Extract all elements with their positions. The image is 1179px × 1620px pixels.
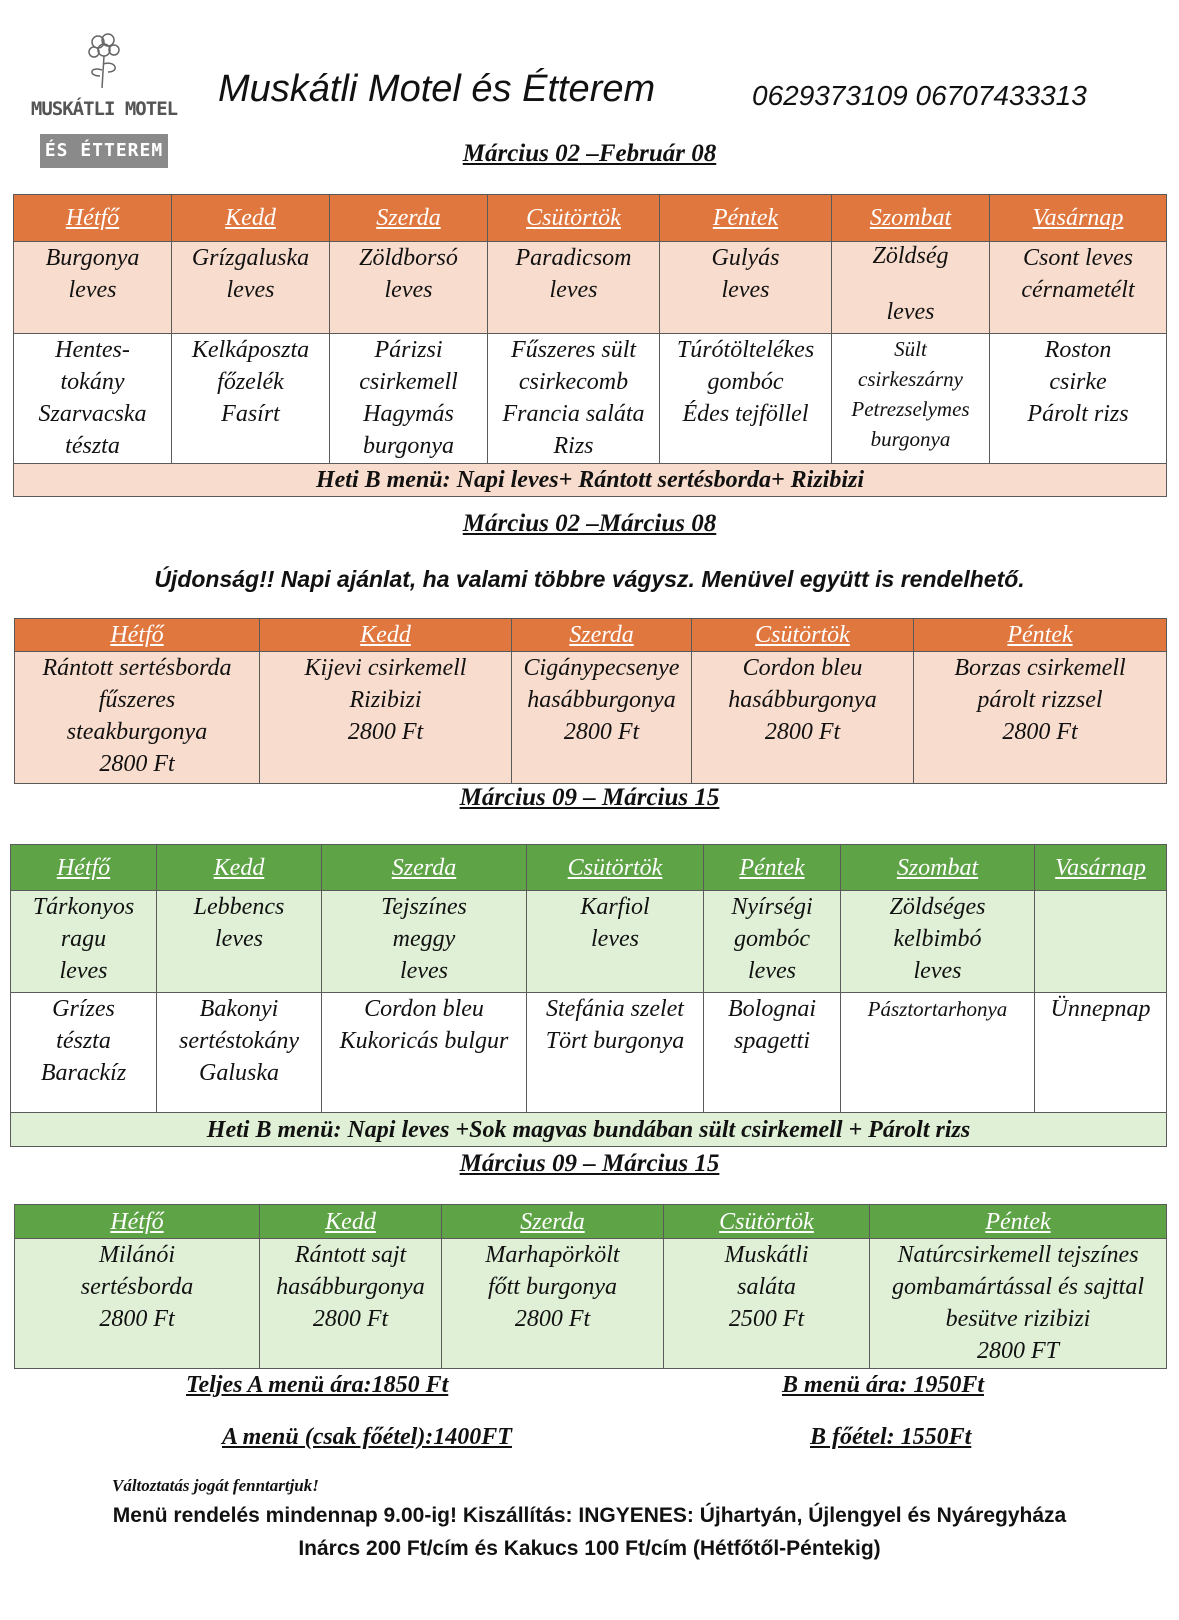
day-header: Szerda xyxy=(442,1205,664,1239)
day-header: Kedd xyxy=(260,1205,442,1239)
specials1-date-range: Március 02 –Március 08 xyxy=(462,510,717,537)
soup-cell: Zöldborsó leves xyxy=(330,242,488,334)
special-cell: Rántott sertésborda fűszeres steakburgonya 2800 Ft xyxy=(15,652,260,784)
a-menu-main-price: A menü (csak főétel):1400FT xyxy=(222,1424,512,1450)
day-header: Kedd xyxy=(157,845,322,891)
logo-text-line1: MUSKÁTLI MOTEL xyxy=(30,98,178,120)
week2-b-menu-row xyxy=(11,1113,1167,1147)
main-cell: Ünnepnap xyxy=(1035,993,1167,1113)
week2-soup-row xyxy=(11,891,1167,993)
day-header: Csütörtök xyxy=(692,619,914,652)
day-header: Csütörtök xyxy=(664,1205,870,1239)
a-menu-full-price: Teljes A menü ára:1850 Ft xyxy=(186,1372,449,1398)
day-header: Vasárnap xyxy=(1035,845,1167,891)
main-cell: Grízes tészta Barackíz xyxy=(11,993,157,1113)
special-cell: Kijevi csirkemell Rizibizi 2800 Ft xyxy=(260,652,512,784)
week2-main-row xyxy=(11,993,1167,1113)
main-cell: Roston csirke Párolt rizs xyxy=(990,334,1167,464)
logo-text-line2: ÉS ÉTTEREM xyxy=(40,134,168,168)
day-header: Hétfő xyxy=(15,619,260,652)
main-cell: Hentes- tokány Szarvacska tészta xyxy=(14,334,172,464)
delivery-info-line1: Menü rendelés mindennap 9.00-ig! Kiszállítás: INGYENES: Újhartyán, Újlengyel és Nyáregyháza xyxy=(112,1504,1067,1527)
main-cell: Sült csirkeszárny Petrezselymes burgonya xyxy=(832,334,990,464)
main-cell: Párizsi csirkemell Hagymás burgonya xyxy=(330,334,488,464)
main-cell: Kelkáposzta főzelék Fasírt xyxy=(172,334,330,464)
main-cell: Cordon bleu Kukoricás bulgur xyxy=(322,993,527,1113)
day-header: Péntek xyxy=(914,619,1167,652)
day-header: Hétfő xyxy=(14,195,172,242)
delivery-info-line2: Inárcs 200 Ft/cím és Kakucs 100 Ft/cím (Hétfőtől-Péntekig) xyxy=(298,1537,881,1560)
b-menu-text: Heti B menü: Napi leves +Sok magvas bundában sült csirkemell + Párolt rizs xyxy=(11,1113,1167,1147)
soup-cell: Paradicsom leves xyxy=(488,242,660,334)
disclaimer: Változtatás jogát fenntartjuk! xyxy=(112,1476,319,1495)
soup-cell: Lebbencs leves xyxy=(157,891,322,993)
day-header: Kedd xyxy=(172,195,330,242)
week2-menu-table xyxy=(10,844,1167,1147)
soup-cell: Burgonya leves xyxy=(14,242,172,334)
special-cell: Natúrcsirkemell tejszínes gombamártással és sajttal besütve rizibizi 2800 FT xyxy=(870,1239,1167,1369)
week1-main-row xyxy=(14,334,1167,464)
week1-soup-row xyxy=(14,242,1167,334)
announcement: Újdonság!! Napi ajánlat, ha valami többre vágysz. Menüvel együtt is rendelhető. xyxy=(154,566,1025,592)
soup-cell: Zöldséges kelbimbó leves xyxy=(841,891,1035,993)
day-header: Péntek xyxy=(660,195,832,242)
specials1-header-row xyxy=(15,619,1167,652)
main-cell: Túrótöltelékes gombóc Édes tejföllel xyxy=(660,334,832,464)
special-cell: Cordon bleu hasábburgonya 2800 Ft xyxy=(692,652,914,784)
special-cell: Marhapörkölt főtt burgonya 2800 Ft xyxy=(442,1239,664,1369)
specials1-item-row xyxy=(15,652,1167,784)
soup-cell: Karfiol leves xyxy=(527,891,704,993)
week2-date-range: Március 09 – Március 15 xyxy=(459,784,720,811)
main-cell: Bolognai spagetti xyxy=(704,993,841,1113)
day-header: Kedd xyxy=(260,619,512,652)
specials2-header-row xyxy=(15,1205,1167,1239)
special-cell: Muskátli saláta 2500 Ft xyxy=(664,1239,870,1369)
soup-cell: Tejszínes meggy leves xyxy=(322,891,527,993)
day-header: Szombat xyxy=(832,195,990,242)
specials2-table xyxy=(14,1204,1167,1369)
week1-header-row xyxy=(14,195,1167,242)
flower-icon xyxy=(80,30,130,90)
special-cell: Rántott sajt hasábburgonya 2800 Ft xyxy=(260,1239,442,1369)
day-header: Szerda xyxy=(322,845,527,891)
day-header: Szombat xyxy=(841,845,1035,891)
special-cell: Milánói sertésborda 2800 Ft xyxy=(15,1239,260,1369)
b-menu-full-price: B menü ára: 1950Ft xyxy=(782,1372,985,1398)
week1-menu-table xyxy=(13,194,1167,497)
day-header: Csütörtök xyxy=(527,845,704,891)
day-header: Vasárnap xyxy=(990,195,1167,242)
soup-cell: Gulyás leves xyxy=(660,242,832,334)
special-cell: Borzas csirkemell párolt rizzsel 2800 Ft xyxy=(914,652,1167,784)
soup-cell: Tárkonyos ragu leves xyxy=(11,891,157,993)
week2-header-row xyxy=(11,845,1167,891)
day-header: Péntek xyxy=(704,845,841,891)
day-header: Szerda xyxy=(330,195,488,242)
soup-cell: Nyírségi gombóc leves xyxy=(704,891,841,993)
day-header: Hétfő xyxy=(11,845,157,891)
main-cell: Bakonyi sertéstokány Galuska xyxy=(157,993,322,1113)
main-cell: Fűszeres sült csirkecomb Francia saláta Rizs xyxy=(488,334,660,464)
day-header: Péntek xyxy=(870,1205,1167,1239)
day-header: Hétfő xyxy=(15,1205,260,1239)
soup-cell: Csont leves cérnametélt xyxy=(990,242,1167,334)
b-menu-text: Heti B menü: Napi leves+ Rántott sertésborda+ Rizibizi xyxy=(14,464,1167,497)
specials2-date-range: Március 09 – Március 15 xyxy=(459,1150,720,1177)
day-header: Csütörtök xyxy=(488,195,660,242)
soup-cell xyxy=(1035,891,1167,993)
page-title: Muskátli Motel és Étterem xyxy=(218,68,656,110)
soup-cell: Zöldség leves xyxy=(832,242,990,334)
special-cell: Cigánypecsenye hasábburgonya 2800 Ft xyxy=(512,652,692,784)
week1-b-menu-row xyxy=(14,464,1167,497)
specials1-table xyxy=(14,618,1167,784)
b-menu-main-price: B főétel: 1550Ft xyxy=(810,1424,972,1450)
specials2-item-row xyxy=(15,1239,1167,1369)
soup-cell: Grízgaluska leves xyxy=(172,242,330,334)
main-cell: Stefánia szelet Tört burgonya xyxy=(527,993,704,1113)
week1-date-range: Március 02 –Február 08 xyxy=(462,140,717,167)
day-header: Szerda xyxy=(512,619,692,652)
phone-numbers: 0629373109 06707433313 xyxy=(752,80,1087,111)
main-cell: Pásztortarhonya xyxy=(841,993,1035,1113)
